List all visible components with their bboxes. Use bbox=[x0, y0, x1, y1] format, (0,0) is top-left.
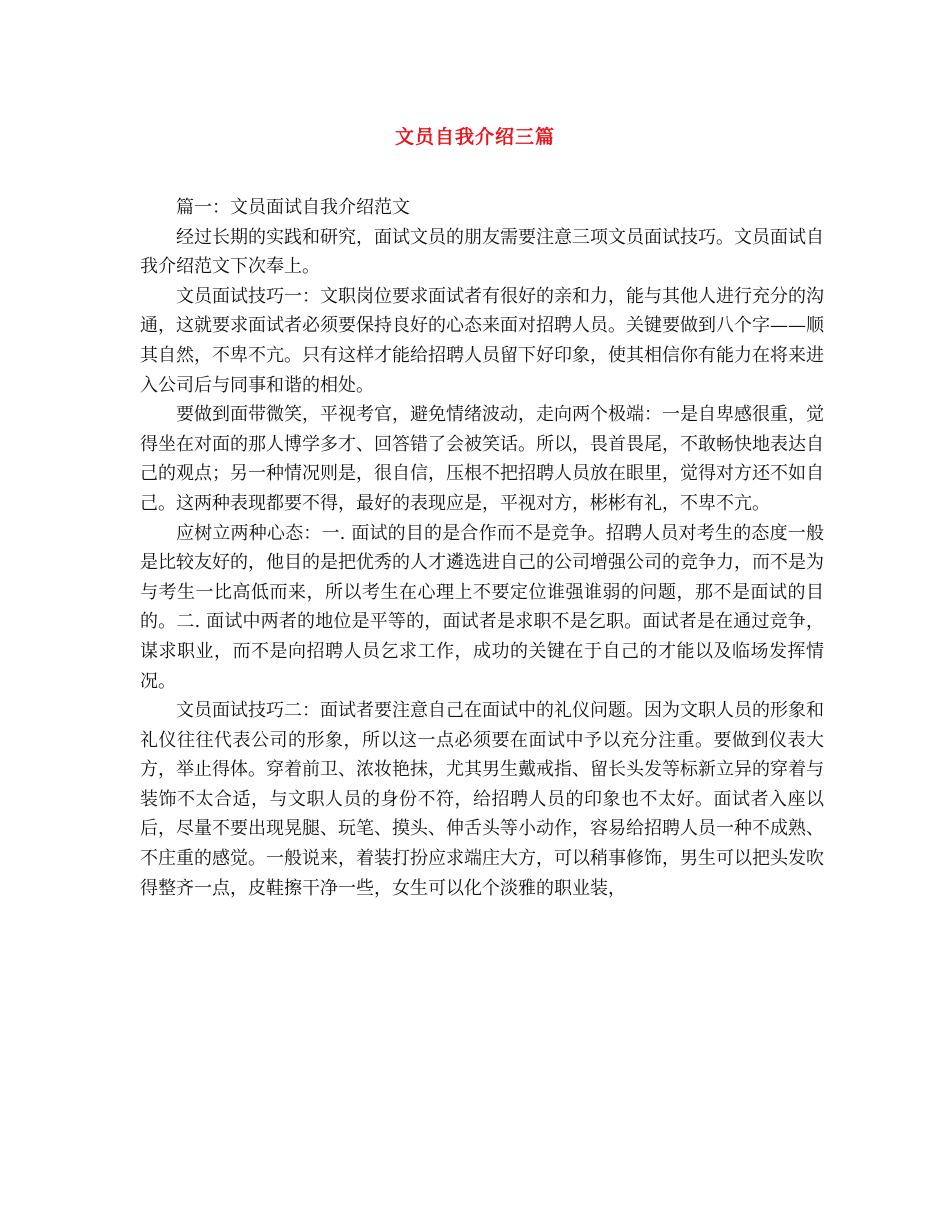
document-body bbox=[140, 193, 824, 903]
document-title: 文员自我介绍三篇 bbox=[394, 126, 555, 148]
attitude-paragraph: 要做到面带微笑，平视考官，避免情绪波动，走向两个极端：一是自卑感很重，觉得坐在对面的那人博学多才、回答错了会被笑话。所以，畏首畏尾，不敢畅快地表达自己的观点；另一种情况则是，很自信，压根不把招聘人员放在眼里，觉得对方还不如自己。这两种表现都要不得，最好的表现应是，平视对方，彬彬有礼，不卑不亢。 bbox=[140, 404, 824, 514]
mindset-paragraph: 应树立两种心态：一. 面试的目的是合作而不是竞争。招聘人员对考生的态度一般是比较友好的，他目的是把优秀的人才遴选进自己的公司增强公司的竞争力，而不是为与考生一比高低而来，所以考生在心理上不要定位谁强谁弱的问题，那不是面试的目的。二. 面试中两者的地位是平等的，面试者是求职不是乞职。面试者是在通过竞争，谋求职业，而不是向招聘人员乞求工作，成功的关键在于自己的才能以及临场发挥情况。 bbox=[140, 522, 824, 692]
tip-one-paragraph: 文员面试技巧一：文职岗位要求面试者有很好的亲和力，能与其他人进行充分的沟通，这就要求面试者必须要保持良好的心态来面对招聘人员。关键要做到八个字——顺其自然，不卑不亢。只有这样才能给招聘人员留下好印象，使其相信你有能力在将来进入公司后与同事和谐的相处。 bbox=[140, 285, 824, 396]
tip-two-paragraph: 文员面试技巧二：面试者要注意自己在面试中的礼仪问题。因为文职人员的形象和礼仪往往代表公司的形象，所以这一点必须要在面试中予以充分注重。要做到仪表大方，举止得体。穿着前卫、浓妆艳抹，尤其男生戴戒指、留长头发等标新立异的穿着与装饰不太合适，与文职人员的身份不符，给招聘人员的印象也不太好。面试者入座以后，尽量不要出现晃腿、玩笔、摸头、伸舌头等小动作，容易给招聘人员一种不成熟、不庄重的感觉。一般说来，着装打扮应求端庄大方，可以稍事修饰，男生可以把头发吹得整齐一点，皮鞋擦干净一些，女生可以化个淡雅的职业装， bbox=[140, 700, 824, 899]
section-heading: 篇一：文员面试自我介绍范文 bbox=[176, 197, 410, 218]
intro-paragraph: 经过长期的实践和研究，面试文员的朋友需要注意三项文员面试技巧。文员面试自我介绍范文下次奉上。 bbox=[140, 226, 824, 278]
